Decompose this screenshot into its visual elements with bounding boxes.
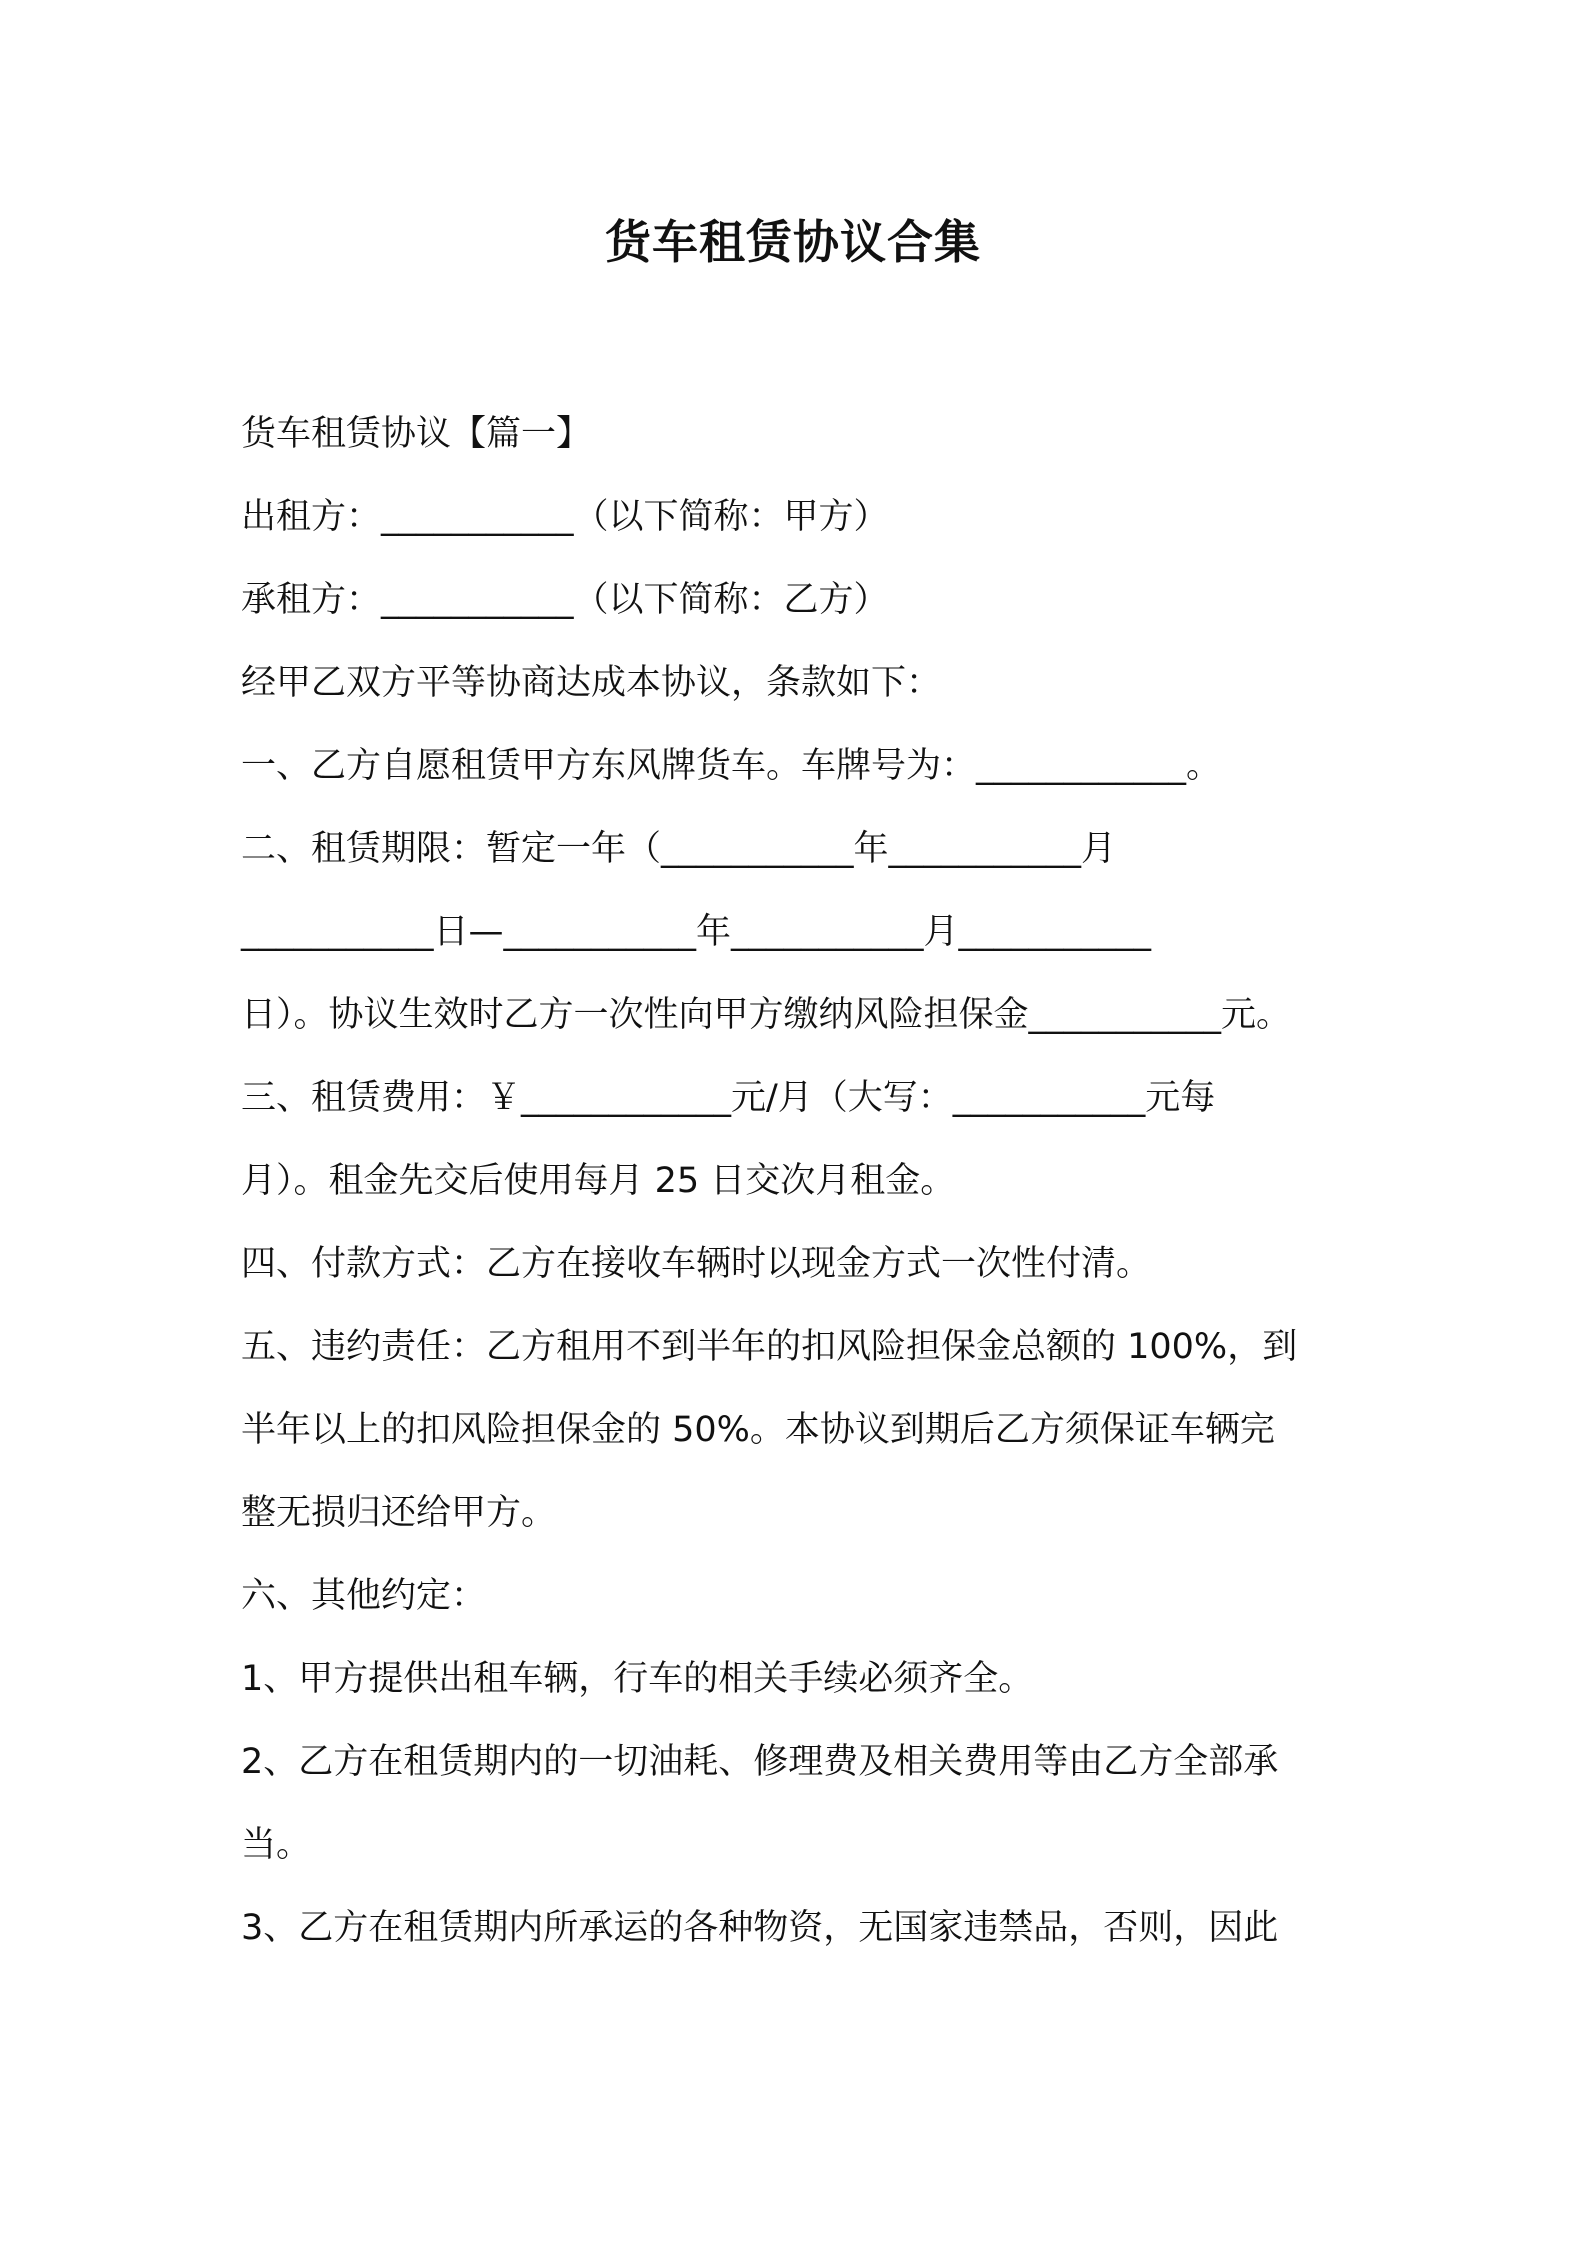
document-title: 货车租赁协议合集 [605, 215, 981, 269]
clause-five-line-1: 五、违约责任：乙方租用不到半年的扣风险担保金总额的 100%，到 [241, 1327, 1298, 1367]
clause-two-line-1: 二、租赁期限：暂定一年（___________年___________月 [241, 829, 1117, 869]
clause-three-line-2: 月）。租金先交后使用每月 25 日交次月租金。 [241, 1161, 956, 1201]
clause-five-line-3: 整无损归还给甲方。 [241, 1493, 557, 1533]
other-term-2-line-1: 2、乙方在租赁期内的一切油耗、修理费及相关费用等由乙方全部承 [241, 1742, 1279, 1782]
clause-six-heading: 六、其他约定： [241, 1576, 487, 1616]
other-term-1: 1、甲方提供出租车辆，行车的相关手续必须齐全。 [241, 1659, 1034, 1699]
lessee-line: 承租方：___________（以下简称：乙方） [241, 580, 889, 620]
clause-two-line-3: 日）。协议生效时乙方一次性向甲方缴纳风险担保金___________元。 [241, 995, 1292, 1035]
clause-one: 一、乙方自愿租赁甲方东风牌货车。车牌号为：____________。 [241, 746, 1222, 786]
clause-three-line-1: 三、租赁费用：￥____________元/月（大写：___________元每 [241, 1078, 1216, 1118]
clause-five-line-2: 半年以上的扣风险担保金的 50%。本协议到期后乙方须保证车辆完 [241, 1410, 1275, 1450]
other-term-2-line-2: 当。 [241, 1825, 312, 1865]
clause-two-line-2: ___________日—___________年___________月___________ [241, 912, 1152, 952]
agreement-intro: 经甲乙双方平等协商达成本协议，条款如下： [241, 663, 942, 703]
lessor-line: 出租方：___________（以下简称：甲方） [241, 497, 889, 537]
section-heading-part-one: 货车租赁协议【篇一】 [241, 414, 592, 454]
clause-four: 四、付款方式：乙方在接收车辆时以现金方式一次性付清。 [241, 1244, 1152, 1284]
other-term-3-line-1: 3、乙方在租赁期内所承运的各种物资，无国家违禁品，否则，因此 [241, 1908, 1279, 1948]
